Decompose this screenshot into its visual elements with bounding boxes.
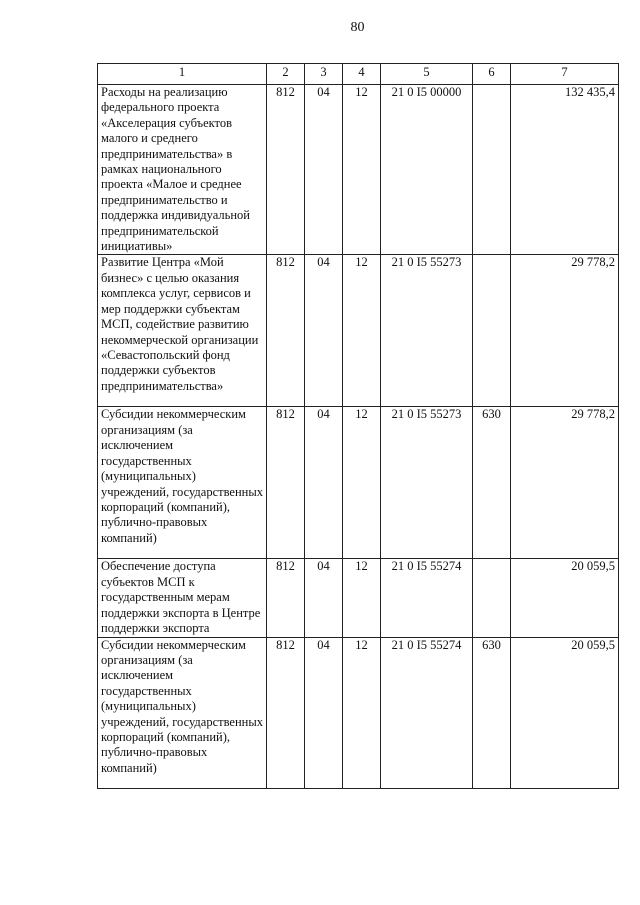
ministry-cell: 812	[267, 559, 305, 637]
table-header-row	[98, 64, 619, 85]
ministry-cell: 812	[267, 637, 305, 788]
column-header: 2	[267, 64, 305, 85]
budget-table	[97, 63, 619, 789]
table-row	[98, 407, 619, 559]
subsection-cell: 12	[343, 85, 381, 255]
section-cell: 04	[305, 559, 343, 637]
subsection-cell: 12	[343, 255, 381, 407]
section-cell: 04	[305, 255, 343, 407]
row-name-cell: Расходы на реализацию федерального проекта «Акселерация субъектов малого и среднего предпринимательства» в рамках национального проекта «Малое и среднее предпринимательство и поддержка индивидуальной предпринимательской инициативы»	[98, 85, 267, 255]
expense-type-cell	[473, 559, 511, 637]
page-number: 80	[350, 20, 365, 35]
column-header: 3	[305, 64, 343, 85]
table-row	[98, 559, 619, 637]
amount-cell: 20 059,5	[511, 637, 619, 788]
subsection-cell: 12	[343, 559, 381, 637]
table-row	[98, 255, 619, 407]
row-name-cell: Субсидии некоммерческим организациям (за исключением государственных (муниципальных) учреждений, государственных корпораций (компаний), публично-правовых компаний)	[98, 407, 267, 559]
amount-cell: 29 778,2	[511, 255, 619, 407]
amount-cell: 29 778,2	[511, 407, 619, 559]
subsection-cell: 12	[343, 637, 381, 788]
ministry-cell: 812	[267, 85, 305, 255]
expense-type-cell: 630	[473, 637, 511, 788]
column-header: 5	[381, 64, 473, 85]
column-header: 7	[511, 64, 619, 85]
ministry-cell: 812	[267, 255, 305, 407]
target-article-cell: 21 0 I5 00000	[381, 85, 473, 255]
expense-type-cell	[473, 85, 511, 255]
amount-cell: 132 435,4	[511, 85, 619, 255]
section-cell: 04	[305, 637, 343, 788]
target-article-cell: 21 0 I5 55274	[381, 559, 473, 637]
expense-type-cell: 630	[473, 407, 511, 559]
section-cell: 04	[305, 85, 343, 255]
target-article-cell: 21 0 I5 55274	[381, 637, 473, 788]
target-article-cell: 21 0 I5 55273	[381, 255, 473, 407]
target-article-cell: 21 0 I5 55273	[381, 407, 473, 559]
table-row	[98, 637, 619, 788]
ministry-cell: 812	[267, 407, 305, 559]
column-header: 4	[343, 64, 381, 85]
amount-cell: 20 059,5	[511, 559, 619, 637]
row-name-cell: Развитие Центра «Мой бизнес» с целью оказания комплекса услуг, сервисов и мер поддержки субъектам МСП, содействие развитию некоммерческой организации «Севастопольский фонд поддержки субъектов предпринимательства»	[98, 255, 267, 407]
row-name-cell: Субсидии некоммерческим организациям (за исключением государственных (муниципальных) учреждений, государственных корпораций (компаний), публично-правовых компаний)	[98, 637, 267, 788]
row-name-cell: Обеспечение доступа субъектов МСП к государственным мерам поддержки экспорта в Центре поддержки экспорта	[98, 559, 267, 637]
subsection-cell: 12	[343, 407, 381, 559]
expense-type-cell	[473, 255, 511, 407]
section-cell: 04	[305, 407, 343, 559]
table-row	[98, 85, 619, 255]
column-header: 6	[473, 64, 511, 85]
column-header: 1	[98, 64, 267, 85]
